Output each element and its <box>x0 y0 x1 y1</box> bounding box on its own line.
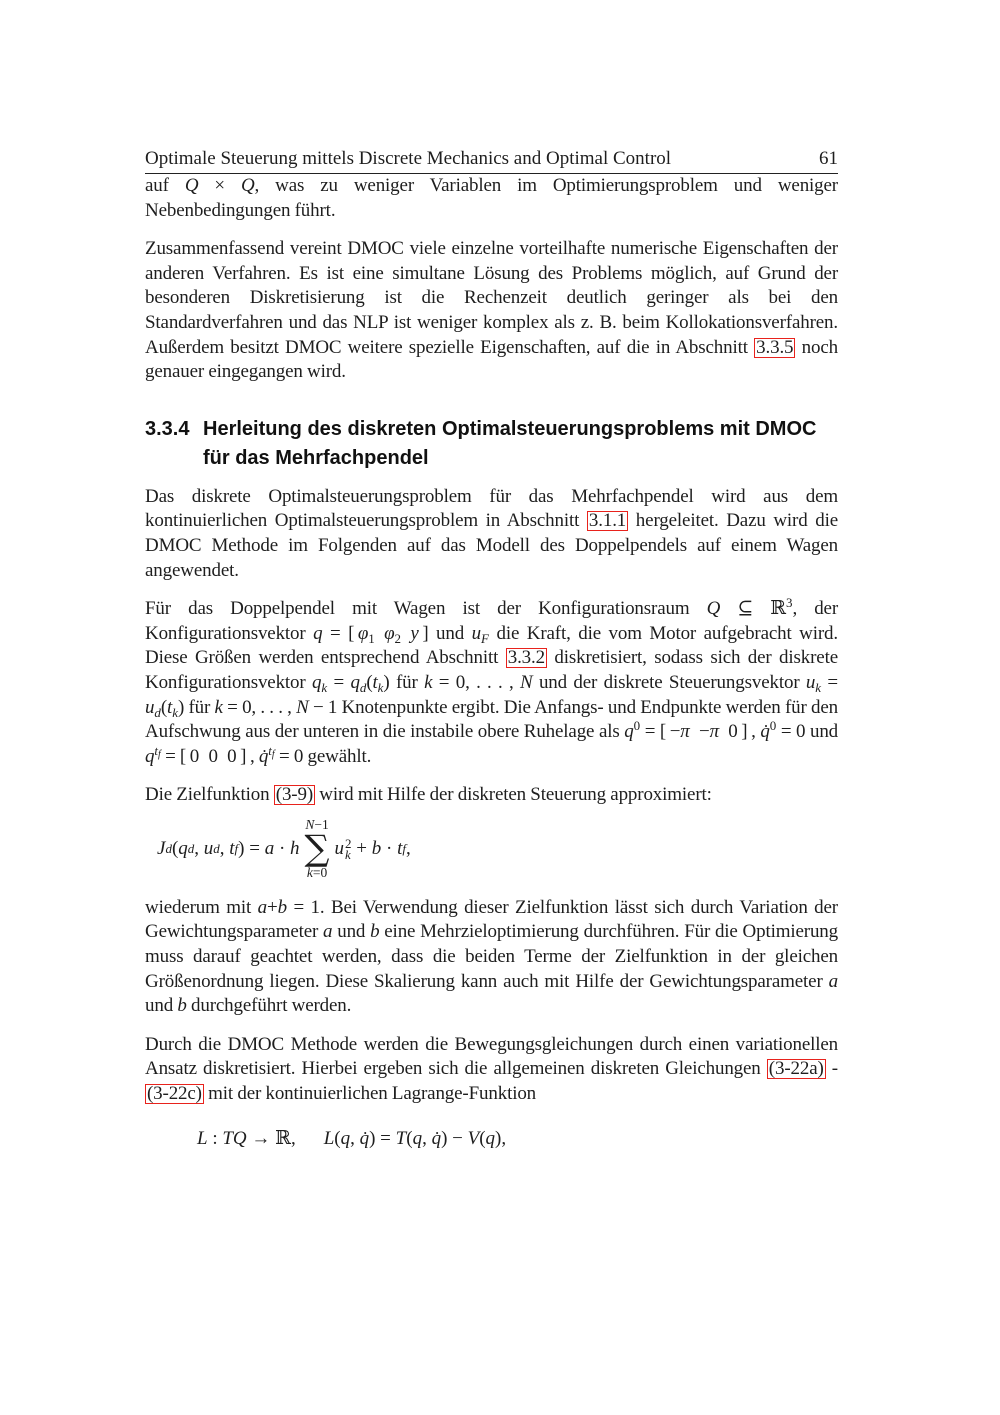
reference-link[interactable]: 3.3.5 <box>756 336 794 358</box>
math-variable: t <box>372 671 378 693</box>
text-run: = <box>821 671 838 693</box>
math-variable: q <box>340 1127 351 1149</box>
text-run: ( <box>171 837 179 859</box>
text-run: mit der kontinuierlichen Lagrange-Funktion <box>203 1083 537 1105</box>
text-run: ( <box>160 696 168 718</box>
math-variable: u <box>805 671 816 693</box>
subscript: f <box>271 748 275 760</box>
reference-link[interactable]: (3-22c) <box>147 1083 202 1105</box>
text-run: ( <box>334 1127 341 1149</box>
text-run: = 0 gewählt. <box>274 745 372 767</box>
paragraph <box>145 174 838 223</box>
text-run: − <box>689 721 710 743</box>
math-variable: Q <box>706 598 721 620</box>
math-variable: q̇ <box>431 1127 442 1149</box>
subscript: k <box>377 679 384 695</box>
superscript: 3 <box>785 595 793 611</box>
reference-link[interactable]: (3-9) <box>275 784 313 806</box>
text-run: auf <box>145 175 185 196</box>
subscript: k <box>321 679 328 695</box>
text-run: + <box>351 837 372 859</box>
math-variable: π <box>680 721 690 743</box>
page-header <box>145 148 838 170</box>
text-run: durchgeführt werden. <box>186 995 352 1017</box>
text-run: = <box>327 671 351 693</box>
subscript: 2 <box>394 630 402 646</box>
reference-link[interactable]: 3.3.2 <box>507 647 545 669</box>
text-run: ) = <box>369 1127 396 1149</box>
equation-left-side: J d ( q d , u d , t f ) = a · h <box>157 837 300 859</box>
text-run: die Kraft, die vom Motor aufgebracht wird. Diese Größen werden entsprechend Abschnitt <box>145 622 838 669</box>
equation-objective-function <box>157 818 838 880</box>
math-variable: b <box>371 837 382 859</box>
text-run: = [ − <box>640 721 681 743</box>
sigma-symbol: ∑ <box>304 828 330 869</box>
text-run: und <box>332 921 371 943</box>
text-run: ) für <box>383 671 425 693</box>
math-variable: a <box>323 921 333 943</box>
math-variable: h <box>290 837 300 859</box>
subscript: d <box>359 679 367 695</box>
text-run: ) − <box>441 1127 468 1149</box>
math-variable: q <box>145 745 155 767</box>
text-run: ( <box>366 671 373 693</box>
text-run: = 0, . . . , <box>432 671 521 693</box>
reference-link[interactable]: 3.1.1 <box>588 510 627 532</box>
subscript: 1 <box>368 630 375 646</box>
page-content <box>145 148 838 1150</box>
section-title-line1: Herleitung des diskreten Optimalsteuerungsproblems mit DMOC <box>203 417 817 440</box>
math-variable: q <box>313 622 323 644</box>
text-run: = [ 0 0 0 ] , <box>160 745 259 767</box>
math-variable: y <box>410 622 419 644</box>
text-run: Für das Doppelpendel mit Wagen ist der Konfigurationsraum <box>145 598 707 620</box>
math-variable: Q <box>240 175 255 196</box>
sum-lower-limit <box>307 866 327 880</box>
text-run: ), <box>495 1127 507 1149</box>
math-variable: q <box>624 721 634 743</box>
math-variable: t <box>397 837 403 859</box>
text-run: → ℝ, <box>246 1127 296 1149</box>
text-run: noch genauer eingegangen wird. <box>145 336 838 383</box>
text-run: , was zu weniger Variablen im Optimierungsproblem und weniger Nebenbedingungen führt. <box>145 175 838 221</box>
text-run: hergeleitet. Dazu wird die DMOC Methode im Folgenden auf das Modell des Doppelpendels auf einem Wagen angewendet. <box>145 510 838 581</box>
math-variable: a <box>257 896 268 918</box>
math-scripts: u 2 k <box>334 835 352 862</box>
math-variable: t <box>268 742 272 758</box>
math-variable: t <box>167 696 173 718</box>
text-run: : <box>207 1127 223 1149</box>
math-variable: L <box>197 1127 208 1149</box>
section-title <box>203 415 816 473</box>
math-variable: N <box>296 696 309 718</box>
section-heading <box>145 415 838 473</box>
math-variable: k <box>214 696 223 718</box>
math-variable: N <box>305 816 315 832</box>
math-variable: q <box>412 1127 423 1149</box>
math-variable: V <box>467 1127 480 1149</box>
math-variable: t <box>154 742 158 758</box>
text-run: Zusammenfassend vereint DMOC viele einzelne vorteilhafte numerische Eigenschaften der anderen Verfahren. Es ist eine simultane Lösung des Problems möglich, auf Grund der besonderen Diskretisierung ist die Rechenzeit deutlich geringer als bei den Standardverfahren und das NLP ist weniger komplex als z. B. beim Kollokationsverfahren. Außerdem besitzt DMOC weitere spezielle Eigenschaften, auf die in Abschnitt <box>145 238 838 358</box>
subscript: k <box>172 704 178 720</box>
superscript: 0 <box>769 718 777 734</box>
text-run: , der Konfigurationsvektor <box>145 598 839 644</box>
math-variable: q <box>311 671 322 693</box>
math-variable: u <box>471 622 481 644</box>
text-run: ( <box>479 1127 486 1149</box>
text-run: diskretisiert, sodass sich der diskrete Konfigurationsvektor <box>145 647 838 693</box>
math-variable: TQ <box>222 1127 247 1149</box>
text-run: wird mit Hilfe der diskreten Steuerung approximiert: <box>315 784 712 806</box>
math-variable: b <box>177 995 187 1017</box>
text-run: 0 ] , <box>718 721 761 743</box>
math-variable: t <box>229 837 235 859</box>
paragraph <box>145 783 838 808</box>
math-variable: b <box>277 896 287 918</box>
text-run: , <box>219 837 230 859</box>
paragraph <box>145 597 838 769</box>
text-run: wiederum mit <box>145 896 258 918</box>
text-run: , <box>406 837 411 859</box>
running-title: Optimale Steuerung mittels Discrete Mechanics and Optimal Control <box>145 148 672 169</box>
math-variable: q <box>485 1127 496 1149</box>
subscript: f <box>157 748 161 760</box>
text-run: , <box>350 1127 360 1149</box>
math-variable: φ <box>357 622 369 644</box>
text-run <box>401 623 410 644</box>
equation-lagrangian <box>197 1127 838 1150</box>
text-run: und der diskrete Steuerungsvektor <box>532 671 806 693</box>
equation-right-side: u 2 k + b · t f , <box>334 835 411 862</box>
text-run: Durch die DMOC Methode werden die Bewegungsgleichungen durch einen variationellen Ansatz diskretisiert. Hierbei ergeben sich die allgemeinen diskreten Gleichungen <box>145 1033 838 1080</box>
math-variable: L <box>323 1127 335 1149</box>
math-variable: q̇ <box>760 721 770 743</box>
text-run: Das diskrete Optimalsteuerungsproblem für das Mehrfachpendel wird aus dem kontinuierlichen Optimalsteuerungsproblem in Abschnitt <box>145 485 838 532</box>
section-number: 3.3.4 <box>145 417 190 440</box>
page-number: 61 <box>819 148 838 169</box>
text-run: = 0, . . . , <box>222 696 297 718</box>
math-variable: q <box>350 671 360 693</box>
text-run: =0 <box>312 864 328 880</box>
paragraph <box>145 237 838 385</box>
text-run: - <box>825 1058 838 1080</box>
math-variable: q̇ <box>359 1127 370 1149</box>
math-variable: a <box>264 837 275 859</box>
subscript: k <box>815 679 822 695</box>
math-variable: k <box>424 671 433 693</box>
text-run: ) = <box>238 837 265 859</box>
paragraph <box>145 485 838 583</box>
text-run: , <box>194 837 204 859</box>
text-run: ( <box>406 1127 413 1149</box>
section-title-line2: für das Mehrfachpendel <box>203 446 429 469</box>
text-run <box>375 623 384 644</box>
text-run: · <box>381 837 398 859</box>
text-run: ) für <box>177 696 215 718</box>
math-variable: b <box>370 921 380 943</box>
math-variable: a <box>828 970 838 992</box>
text-run: −1 <box>314 816 329 832</box>
math-variable: N <box>520 671 533 693</box>
math-variable: q <box>178 837 188 859</box>
math-variable: φ <box>384 622 395 644</box>
text-run: − 1 Knotenpunkte ergibt. Die Anfangs- und Endpunkte werden für den Aufschwung aus der unteren in die instabile obere Ruhelage als <box>145 696 838 743</box>
text-run: Die Zielfunktion <box>145 784 274 806</box>
math-variable: k <box>306 864 313 880</box>
text-run: ⊆ ℝ <box>720 598 786 620</box>
summation-operator <box>305 818 330 880</box>
math-variable: u <box>203 837 214 859</box>
text-run: = 0 und <box>776 721 839 743</box>
paragraph <box>145 896 838 1019</box>
math-variable: T <box>395 1127 407 1149</box>
math-variable: π <box>709 721 719 743</box>
text-run: · <box>274 837 291 859</box>
reference-link[interactable]: (3-22a) <box>768 1058 824 1080</box>
math-variable: Q <box>184 175 199 196</box>
text-run: ] und <box>418 622 472 644</box>
math-variable: J <box>157 837 166 859</box>
subscript: F <box>480 630 489 646</box>
text-run: = 1. Bei Verwendung dieser Zielfunktion lässt sich durch Variation der Gewichtungsparameter <box>145 896 838 943</box>
text-run: + <box>267 896 278 918</box>
text-run: , <box>422 1127 432 1149</box>
superscript: 0 <box>633 718 641 734</box>
text-run: × <box>198 175 241 196</box>
subscript: d <box>154 704 161 720</box>
math-variable: u <box>145 696 155 718</box>
text-run: = [ <box>322 622 358 644</box>
text-run: und <box>145 995 178 1017</box>
paragraph <box>145 1033 838 1107</box>
math-variable: q̇ <box>258 745 269 767</box>
text-run: eine Mehrzieloptimierung durchführen. Für die Optimierung muss darauf geachtet werden, dass die beiden Terme der Zielfunktion in der gleichen Größenordnung liegen. Diese Skalierung kann auch mit Hilfe der Gewichtungsparameter <box>145 921 838 992</box>
